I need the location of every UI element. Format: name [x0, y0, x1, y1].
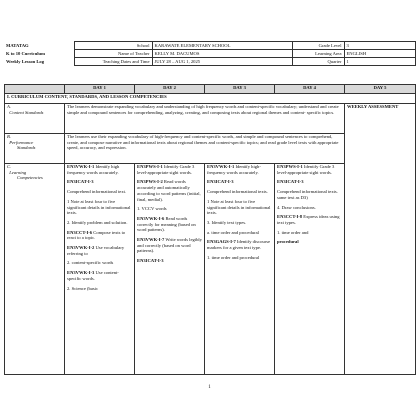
lesson-grid — [4, 84, 416, 375]
competency-code: EN3CCT-I-6 — [67, 229, 93, 235]
competency-item — [277, 179, 342, 185]
day-header-row — [5, 85, 416, 94]
competency-text: Read words correctly for meaning (based on word patterns). — [137, 215, 196, 233]
competency-item — [67, 230, 132, 241]
competency-item — [67, 199, 132, 216]
competency-code: EN3ICAT-I-3 — [67, 179, 94, 185]
competency-code: EN3VWK-I-7 — [137, 237, 165, 243]
competency-text: 1 Note at least four to five significant details in informational texts. — [207, 198, 271, 216]
day1-competencies — [65, 164, 135, 375]
row-label: B. Performance Standards — [5, 134, 65, 164]
competency-item — [137, 164, 202, 175]
competency-code: EN3ICAT-I-3 — [207, 179, 234, 185]
competency-code: EN3VWK-I-1 — [67, 164, 95, 169]
competency-text: 2. Science (basic — [67, 285, 98, 291]
competency-text: 4. Draw conclusions. — [277, 204, 316, 210]
day-header: DAY 1 — [65, 85, 135, 94]
day-header: DAY 5 — [345, 85, 416, 94]
competency-item — [207, 220, 272, 226]
competency-text: Comprehend informational texts. same text as D3) — [277, 189, 338, 200]
day-header: DAY 2 — [135, 85, 205, 94]
competency-code: EN3GAGS-I-7 — [207, 239, 236, 245]
competency-text: Identify Grade 3 level-appropriate sight words. — [277, 164, 335, 175]
competency-item — [137, 216, 202, 233]
competency-item — [277, 230, 342, 236]
corner-cell — [5, 85, 65, 94]
competency-item — [277, 189, 342, 200]
title-line-2: K to 10 Curriculum — [6, 50, 45, 56]
competency-item — [207, 230, 272, 236]
competency-item — [67, 164, 132, 175]
competency-item — [277, 214, 342, 225]
competency-item — [67, 270, 132, 281]
weekly-assessment-cell: WEEKLY ASSESSMENT — [345, 104, 416, 375]
competency-text: 2. Identify problem and solution. — [67, 219, 128, 225]
competency-item — [207, 179, 272, 185]
competency-text: 1. time order and — [277, 229, 309, 235]
grade-label: Grade Level — [292, 42, 344, 50]
content-standards-row — [5, 104, 416, 134]
teacher-label: Name of Teacher — [74, 50, 152, 58]
competency-item — [207, 189, 272, 195]
dates-label: Teaching Dates and Time — [74, 58, 152, 66]
competency-code: EN3CCT-I-8 — [277, 214, 303, 220]
competency-code: EN3PWS-I-1 — [137, 164, 163, 169]
competency-code: EN3VWK-I-2 — [67, 245, 95, 251]
area-label: Learning Area — [292, 50, 344, 58]
competency-text: Identify high frequency words accurately. — [67, 164, 120, 175]
day-header: DAY 4 — [275, 85, 345, 94]
school-value: KARAWATE ELEMENTARY SCHOOL — [152, 42, 292, 50]
competency-text: 2. content-specific words — [67, 260, 114, 266]
title-line-3: Weekly Lesson Log — [6, 58, 45, 64]
competency-text: Identify Grade 3 level-appropriate sight words. — [137, 164, 195, 175]
competency-item — [67, 245, 132, 256]
competency-item — [137, 206, 202, 212]
day3-competencies — [205, 164, 275, 375]
competency-item — [67, 189, 132, 195]
competency-item — [207, 164, 272, 175]
competency-code: EN3PWS-I-2 — [137, 179, 163, 185]
competency-text: Comprehend informational texts. — [207, 189, 268, 195]
row-label: A. Content Standards — [5, 104, 65, 134]
competency-item — [277, 239, 342, 245]
competency-text: Identify high- frequency words accurately. — [207, 164, 261, 175]
competency-text: Read words accurately and automatically according to word patterns (initial, final, medial). — [137, 179, 201, 202]
competency-text: 1. time order and procedural — [207, 254, 260, 260]
competency-text: Compose texts to react to a topic. — [67, 229, 126, 241]
competency-code: EN3ICAT-I-3 — [137, 258, 164, 264]
quarter-value: 1 — [344, 58, 415, 66]
day2-competencies — [135, 164, 205, 375]
competency-item — [67, 286, 132, 292]
quarter-label: Quarter — [292, 58, 344, 66]
competency-code: EN3PWS-I-1 — [277, 164, 303, 169]
area-value: ENGLISH — [344, 50, 415, 58]
competency-item — [67, 260, 132, 266]
competency-text: Identify discourse markers for a given text type. — [207, 239, 271, 251]
competency-text: 3. Identify text types. — [207, 219, 247, 225]
competency-item — [67, 220, 132, 226]
competency-item — [207, 199, 272, 216]
competency-text: Write words legibly and correctly (based on word patterns). — [137, 237, 202, 254]
competency-item — [137, 179, 202, 202]
competency-item — [67, 179, 132, 185]
competency-item — [277, 205, 342, 211]
competency-code: EN3VWK-I-3 — [67, 270, 95, 276]
competency-code: EN3ICAT-I-3 — [277, 179, 304, 185]
competency-text: Use vocabulary referring to — [67, 245, 125, 256]
content-standards-text: The learners demonstrate expanding vocabulary and understanding of high frequency words and content-specific vocabulary; understand and create simple and compound sentences for comprehending, analyzing, creating, and composing texts about regional themes and content- specific topics. — [65, 104, 345, 134]
competency-text: Use content-specific words. — [67, 270, 119, 281]
competency-code: EN3VWK-I-1 — [207, 164, 235, 169]
competency-text: procedural — [277, 239, 299, 245]
competency-text: Comprehend informational text. — [67, 189, 127, 195]
section-row — [5, 94, 416, 104]
teacher-value: KELLY M. DACUMOS — [152, 50, 292, 58]
school-label: School — [74, 42, 152, 50]
header-table — [4, 41, 416, 66]
page-number: 1 — [208, 385, 211, 390]
title-line-1: MATATAG — [6, 42, 29, 48]
competency-text: 1 Note at least four to five significant details in informational texts. — [67, 198, 131, 216]
competency-text: a. time order and procedural — [207, 229, 259, 235]
day4-competencies — [275, 164, 345, 375]
competency-item — [207, 255, 272, 261]
competency-item — [137, 258, 202, 264]
competency-text: 1. VCCV words — [137, 206, 167, 212]
competency-code: EN3VWK-I-6 — [137, 215, 165, 221]
section-title: I. CURRICULUM CONTENT, STANDARDS, AND LESSON COMPETENCIES — [5, 94, 416, 104]
dates-value: JULY 28 – AUG 1, 2025 — [152, 58, 292, 66]
grade-value: 3 — [344, 42, 415, 50]
day-header: DAY 3 — [205, 85, 275, 94]
competency-item — [207, 239, 272, 250]
competency-text: Express ideas using text types. — [277, 214, 340, 225]
competency-item — [137, 237, 202, 254]
performance-standards-text: The learners use their expanding vocabulary of high-frequency and content-specific words, and simple and compound sentences to comprehend, create, and compose narrative and informational texts about regional themes and content-specific topics; and read grade level texts with appropriate speed, accuracy, and expression. — [65, 134, 345, 164]
competency-item — [277, 164, 342, 175]
row-label: C. Learning Competencies — [5, 164, 65, 375]
